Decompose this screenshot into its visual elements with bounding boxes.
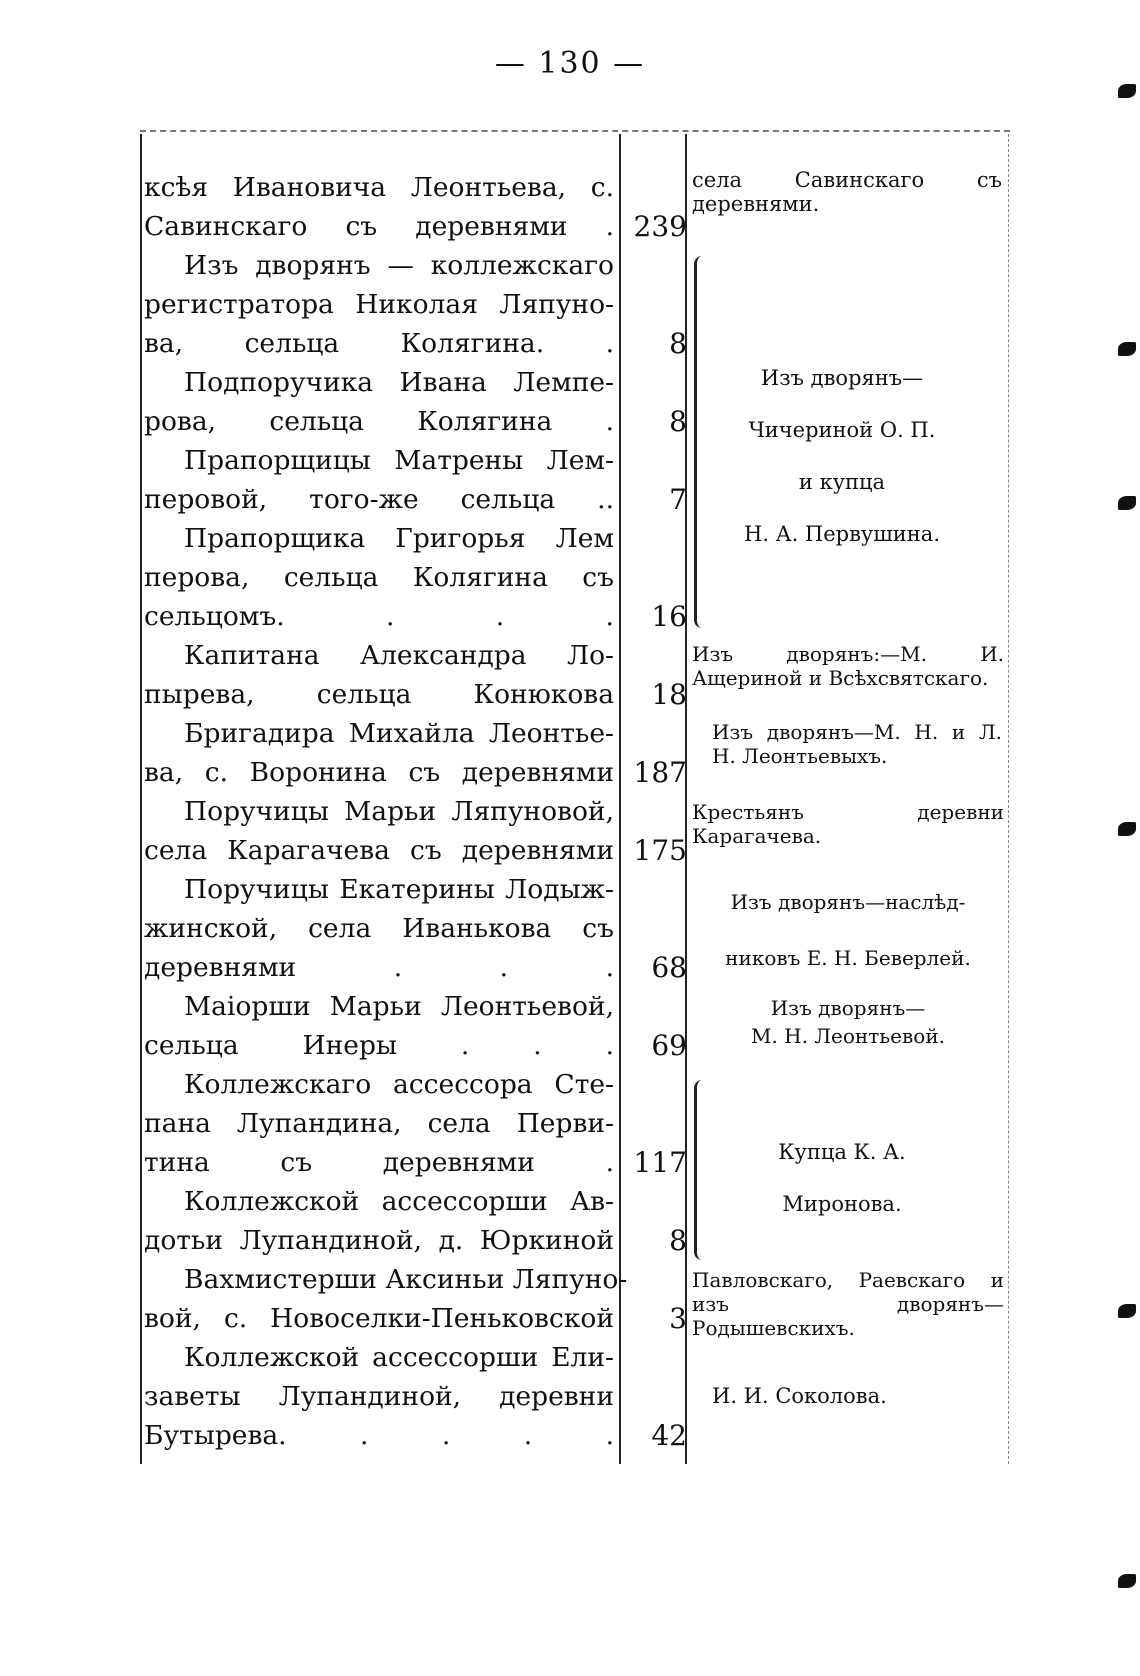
edge-mark xyxy=(1118,496,1136,510)
note-chicherina xyxy=(712,352,972,560)
entry-count: 8 xyxy=(669,327,687,360)
entry-text xyxy=(144,792,614,870)
entry-count: 8 xyxy=(669,1224,687,1257)
entry-text xyxy=(144,1065,614,1182)
entry-line: Капитана Александра Ло- xyxy=(184,640,614,671)
entry-count: 68 xyxy=(651,951,687,984)
note-line: Изъ дворянъ—наслѣд- xyxy=(730,890,966,914)
edge-mark xyxy=(1118,1304,1136,1318)
entry-line: Коллежской ассессорши Ав- xyxy=(184,1186,614,1217)
entry-count: 187 xyxy=(633,756,687,789)
entry-line: дотьи Лупандиной, д. Юркиной xyxy=(144,1225,614,1256)
note-line: Чичериной О. П. xyxy=(748,418,936,442)
entry-count: 16 xyxy=(651,600,687,633)
entry-line: жинской, села Иванькова съ xyxy=(144,913,614,944)
entry-text xyxy=(144,636,614,714)
entry-text xyxy=(144,1182,614,1260)
entry-line: ва, сельца Колягина. . xyxy=(144,328,614,359)
entry-count: 239 xyxy=(633,210,687,243)
note-leontyevy: Изъ дворянъ—М. Н. и Л. Н. Леонтьевыхъ. xyxy=(712,720,1002,768)
top-rule xyxy=(140,130,1010,132)
note-line: Купца К. А. xyxy=(778,1140,906,1164)
note-line: никовъ Е. Н. Беверлей. xyxy=(725,946,971,970)
note-line: Изъ дворянъ— xyxy=(760,366,924,390)
note-ashcherina: Изъ дворянъ:—М. И. Ащериной и Всѣхсвятскаго. xyxy=(692,642,1004,690)
entry-line: Прапорщика Григорья Лем xyxy=(184,523,614,554)
entry-text xyxy=(144,363,614,441)
note-beverley xyxy=(692,874,1004,986)
entry-count: 3 xyxy=(669,1302,687,1335)
note-pavlovsky: Павловскаго, Раевскаго и изъ дворянъ—Родышевскихъ. xyxy=(692,1268,1004,1340)
note-line: Н. А. Первушина. xyxy=(744,522,940,546)
entry-line: села Карагачева съ деревнями xyxy=(144,835,614,866)
entry-line: Поручицы Екатерины Лодыж- xyxy=(184,874,614,905)
entry-count: 8 xyxy=(669,405,687,438)
edge-mark xyxy=(1118,822,1136,836)
entry-line: Подпоручика Ивана Лемпе- xyxy=(184,367,614,398)
note-line: Изъ дворянъ— xyxy=(770,996,926,1020)
entry-line: Бутырева. . . . . xyxy=(144,1420,614,1451)
entry-text xyxy=(144,168,614,246)
entry-line: Бригадира Михайла Леонтье- xyxy=(184,718,614,749)
entry-line: пана Лупандина, села Перви- xyxy=(144,1108,614,1139)
entry-count: 7 xyxy=(669,483,687,516)
entry-text xyxy=(144,441,614,519)
entry-line: сельца Инеры . . . xyxy=(144,1030,614,1061)
edge-mark xyxy=(1118,84,1136,98)
note-leontyeva xyxy=(692,994,1004,1050)
note-bracket xyxy=(694,1080,711,1260)
edge-mark xyxy=(1118,1574,1136,1588)
entry-line: Коллежскаго ассессора Сте- xyxy=(184,1069,614,1100)
entry-line: Маіорши Марьи Леонтьевой, xyxy=(184,991,614,1022)
table-border-left xyxy=(140,134,142,1464)
entry-line: перова, сельца Колягина съ xyxy=(144,562,614,593)
page-number: — 130 — xyxy=(494,46,646,81)
entry-line: Коллежской ассессорши Ели- xyxy=(184,1342,614,1373)
entry-text xyxy=(144,1338,614,1455)
entry-line: тина съ деревнями . xyxy=(144,1147,614,1178)
entry-count: 69 xyxy=(651,1029,687,1062)
entry-text xyxy=(144,1260,628,1338)
entry-text xyxy=(144,246,614,363)
entry-text xyxy=(144,987,614,1065)
entry-line: Савинскаго съ деревнями . xyxy=(144,211,614,242)
entry-line: перовой, того-же сельца .. xyxy=(144,484,614,515)
entry-line: Вахмистерши Аксиньи Ляпуно- xyxy=(184,1264,628,1295)
entry-line: рова, сельца Колягина . xyxy=(144,406,614,437)
entry-line: вой, с. Новоселки-Пеньковской xyxy=(144,1303,614,1334)
entry-line: ксѣя Ивановича Леонтьева, с. xyxy=(144,172,614,203)
note-bracket xyxy=(694,256,711,628)
table-row xyxy=(144,246,1014,363)
entry-line: ва, с. Воронина съ деревнями xyxy=(144,757,614,788)
entry-line: деревнями . . . xyxy=(144,952,614,983)
note-line: Миронова. xyxy=(782,1192,902,1216)
entry-count: 175 xyxy=(633,834,687,867)
entry-text xyxy=(144,519,614,636)
entry-line: Прапорщицы Матрены Лем- xyxy=(184,445,614,476)
note-savino: села Савинскаго съ деревнями. xyxy=(692,168,1002,216)
entry-line: Изъ дворянъ — коллежскаго xyxy=(184,250,614,281)
entry-line: Поручицы Марьи Ляпуновой, xyxy=(184,796,614,827)
note-karagachevo: Крестьянъ деревни Карагачева. xyxy=(692,800,1004,848)
entry-count: 18 xyxy=(651,678,687,711)
note-sokolov: И. И. Соколова. xyxy=(712,1384,887,1408)
entry-line: сельцомъ. . . . xyxy=(144,601,614,632)
entry-text xyxy=(144,714,614,792)
entry-count: 42 xyxy=(651,1419,687,1452)
entry-text xyxy=(144,870,614,987)
note-mironov xyxy=(712,1126,972,1230)
entry-line: пырева, сельца Конюкова xyxy=(144,679,614,710)
note-line: и купца xyxy=(798,470,886,494)
entry-line: регистратора Николая Ляпуно- xyxy=(144,289,614,320)
note-line: М. Н. Леонтьевой. xyxy=(750,1024,946,1048)
entry-count: 117 xyxy=(633,1146,687,1179)
entry-line: заветы Лупандиной, деревни xyxy=(144,1381,614,1412)
edge-mark xyxy=(1118,342,1136,356)
